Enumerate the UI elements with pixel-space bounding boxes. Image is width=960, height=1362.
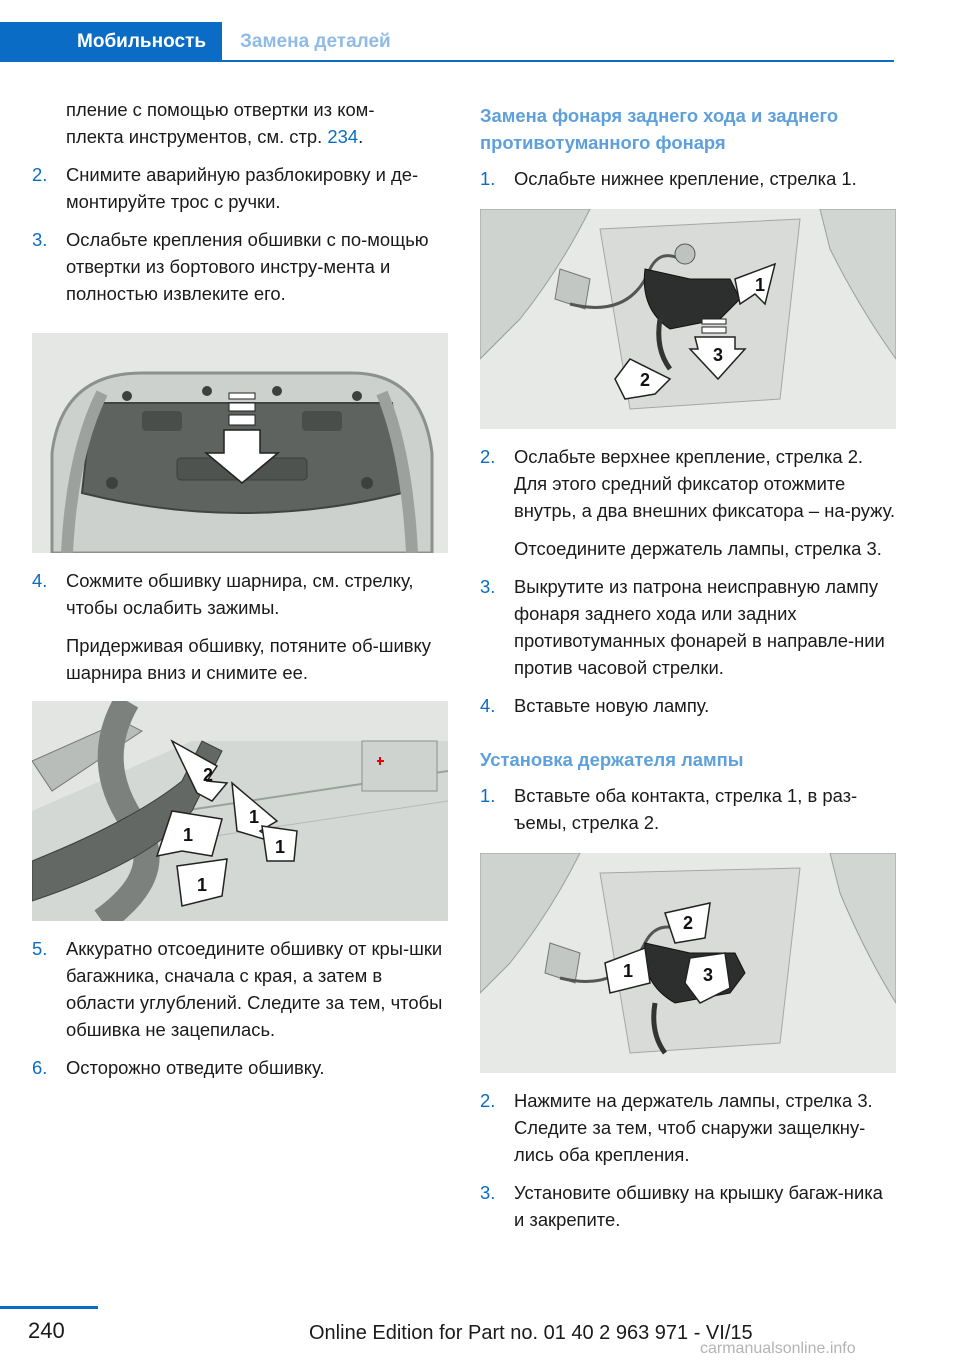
intro-line-2: плекта инструментов, см. стр.	[66, 126, 323, 147]
r-step-4	[480, 692, 896, 719]
r-step-2	[480, 443, 896, 524]
fig5-label-3: 3	[702, 965, 714, 985]
fig3-label-2: 2	[639, 370, 651, 390]
step-number: 3.	[480, 1182, 496, 1203]
step-2	[32, 161, 448, 215]
arrow-1-icon	[262, 826, 297, 861]
s-step-3	[480, 1179, 896, 1233]
step-number: 5.	[32, 938, 48, 959]
step-number: 4.	[32, 570, 48, 591]
figure-lamp-holder-install	[480, 853, 896, 1073]
step-text: Ослабьте верхнее крепление, стрелка 2. Для этого средний фиксатор отожмите внутрь, а два внешних фиксатора – на‐ружу.	[514, 446, 896, 521]
r-step-1	[480, 165, 896, 192]
fig5-label-1: 1	[622, 961, 634, 981]
step-text: Вставьте оба контакта, стрелка 1, в раз‐ъемы, стрелка 2.	[514, 785, 858, 833]
step-4-subtext: Придерживая обшивку, потяните об‐шивку шарнира вниз и снимите ее.	[66, 635, 432, 683]
step-text: Сожмите обшивку шарнира, см. стрелку, чтобы ослабить зажимы.	[66, 570, 414, 618]
s-step-1	[480, 782, 896, 836]
step-text: Нажмите на держатель лампы, стрелка 3. Следите за тем, чтоб снаружи защелкну‐лись оба крепления.	[514, 1090, 873, 1165]
step-number: 3.	[32, 229, 48, 250]
step-text: Ослабьте нижнее крепление, стрелка 1.	[514, 168, 857, 189]
section-heading-replace-lamp: Замена фонаря заднего хода и заднего противотуманного фонаря	[480, 105, 839, 153]
step-number: 2.	[32, 164, 48, 185]
section-heading-install-holder: Установка держателя лампы	[480, 749, 744, 770]
page-number-rule	[0, 1306, 98, 1309]
step-number: 4.	[480, 695, 496, 716]
intro-line-2-end: .	[358, 126, 364, 147]
tab-mobility[interactable]: Мобильность	[0, 22, 222, 62]
left-column	[32, 96, 448, 1081]
step-text: Осторожно отведите обшивку.	[66, 1057, 325, 1078]
r-step-3	[480, 573, 896, 681]
step-6	[32, 1054, 448, 1081]
figure-trunk-lid-lining	[32, 333, 448, 553]
step-4	[32, 567, 448, 621]
page-link-234[interactable]: 234	[327, 126, 359, 147]
intro-line-1: пление с помощью отвертки из ком‐	[66, 99, 375, 120]
step-number: 3.	[480, 576, 496, 597]
s-step-2	[480, 1087, 896, 1168]
fig5-label-2: 2	[682, 913, 694, 933]
page-header	[0, 22, 960, 62]
step-text: Ослабьте крепления обшивки с по‐мощью отвертки из бортового инстру‐мента и полностью извлеките его.	[66, 229, 429, 304]
page-number: 240	[28, 1318, 65, 1343]
r-step-2-subtext: Отсоедините держатель лампы, стрелка 3.	[514, 538, 882, 559]
svg-text:2: 2	[202, 765, 214, 785]
header-divider	[222, 60, 894, 62]
svg-text:1: 1	[274, 837, 286, 857]
right-column	[480, 102, 896, 1233]
step-text: Установите обшивку на крышку багаж‐ника и закрепите.	[514, 1182, 883, 1230]
fig3-label-3: 3	[712, 345, 724, 365]
figure-lamp-holder-removal	[480, 209, 896, 429]
step-number: 6.	[32, 1057, 48, 1078]
edition-note: Online Edition for Part no. 01 40 2 963 971 - VI/15	[309, 1322, 753, 1344]
watermark: carmanualsonline.info	[700, 1340, 856, 1357]
intro-text	[32, 96, 448, 150]
step-number: 2.	[480, 446, 496, 467]
step-text: Снимите аварийную разблокировку и де‐монтируйте трос с ручки.	[66, 164, 419, 212]
figure-hinge-lining	[32, 701, 448, 921]
tab-parts-replacement[interactable]: Замена деталей	[240, 31, 391, 52]
svg-text:1: 1	[248, 807, 260, 827]
fig3-label-1: 1	[754, 275, 766, 295]
step-number: 1.	[480, 785, 496, 806]
step-text: Выкрутите из патрона неисправную лампу фонаря заднего хода или задних противотуманных фонарей в направле‐нии против часовой стрелки.	[514, 576, 885, 678]
svg-text:1: 1	[182, 825, 194, 845]
step-5	[32, 935, 448, 1043]
svg-text:1: 1	[196, 875, 208, 895]
step-text: Аккуратно отсоедините обшивку от кры‐шки багажника, сначала с края, а затем в области углублений. Следите за тем, чтобы обшивка не зацепилась.	[66, 938, 443, 1040]
step-number: 1.	[480, 168, 496, 189]
step-number: 2.	[480, 1090, 496, 1111]
step-3	[32, 226, 448, 307]
step-text: Вставьте новую лампу.	[514, 695, 710, 716]
